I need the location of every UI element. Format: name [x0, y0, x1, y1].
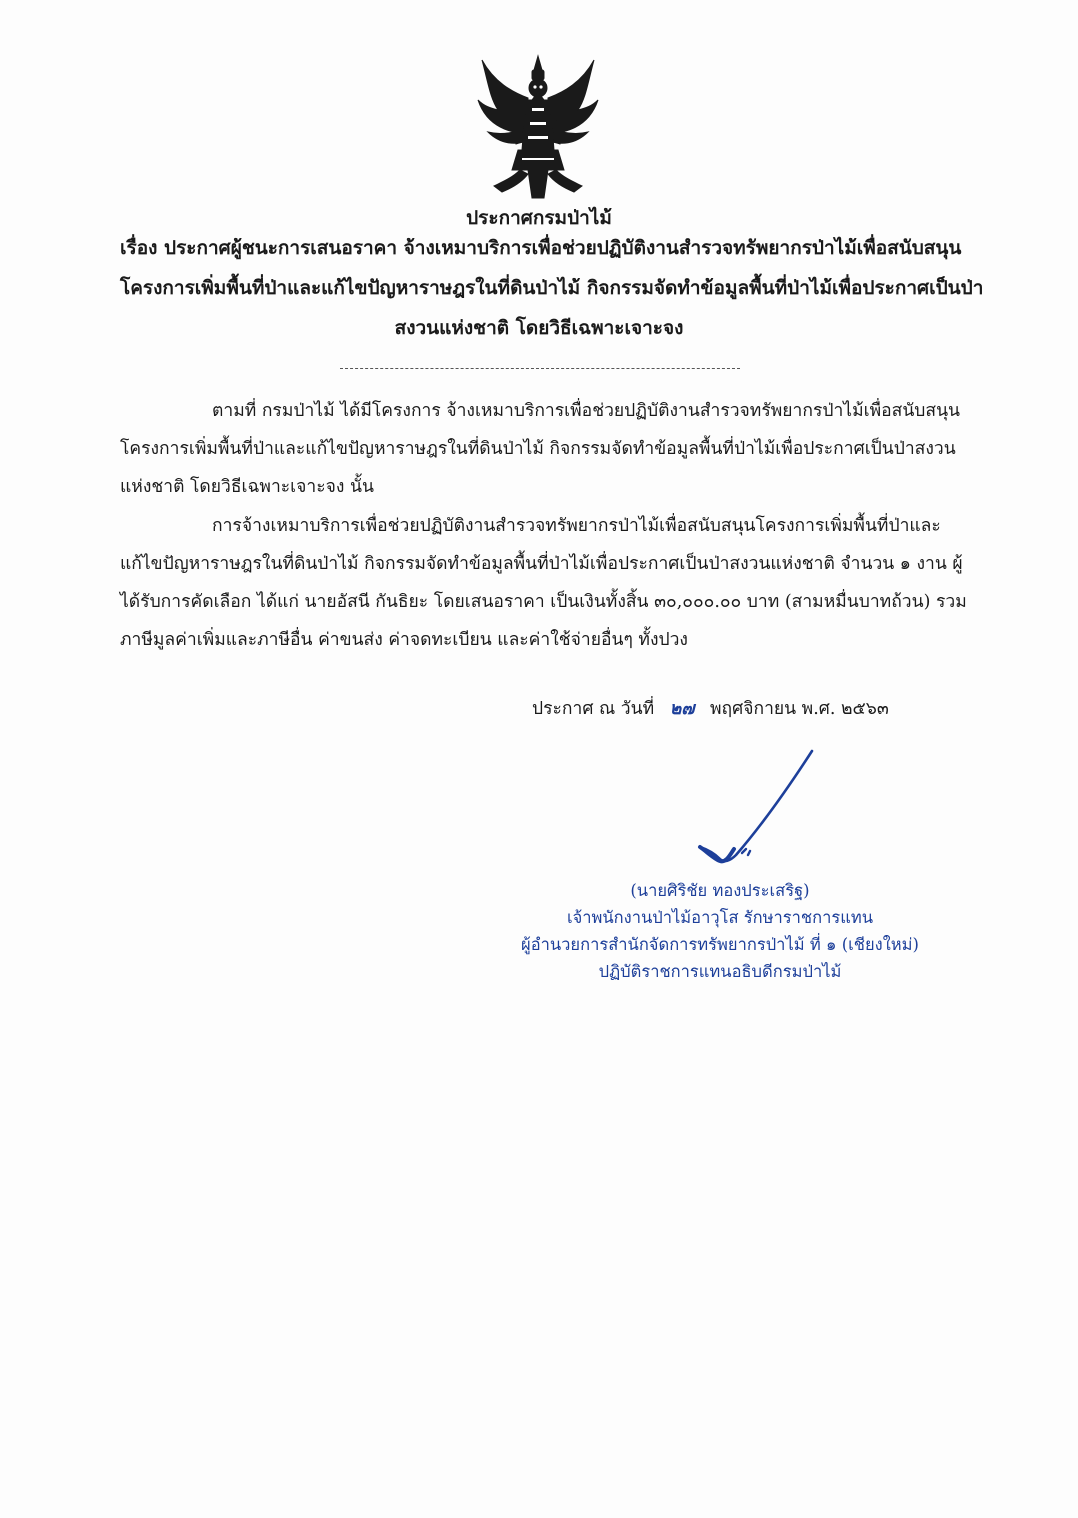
paragraph-intro — [120, 392, 960, 506]
paragraph-line: แห่งชาติ โดยวิธีเฉพาะเจาะจง นั้น — [120, 477, 374, 497]
handwritten-signature — [690, 745, 820, 870]
subject-line: เรื่อง ประกาศผู้ชนะการเสนอราคา จ้างเหมาบริการเพื่อช่วยปฏิบัติงานสำรวจทรัพยากรป่าไม้เพื่อสนับสนุน — [120, 237, 962, 259]
paragraph-line: การจ้างเหมาบริการเพื่อช่วยปฏิบัติงานสำรวจทรัพยากรป่าไม้เพื่อสนับสนุนโครงการเพิ่มพื้นที่ป่าและ — [212, 516, 941, 536]
date-prefix: ประกาศ ณ วันที่ — [532, 699, 655, 719]
subject-heading — [120, 228, 984, 348]
signer-title: ปฏิบัติราชการแทนอธิบดีกรมป่าไม้ — [598, 962, 842, 981]
signer-name: (นายศิริชัย ทองประเสริฐ) — [630, 881, 810, 900]
paragraph-line: ภาษีมูลค่าเพิ่มและภาษีอื่น ค่าขนส่ง ค่าจดทะเบียน และค่าใช้จ่ายอื่นๆ ทั้งปวง — [120, 630, 688, 650]
paragraph-line: ตามที่ กรมป่าไม้ ได้มีโครงการ จ้างเหมาบริการเพื่อช่วยปฏิบัติงานสำรวจทรัพยากรป่าไม้เพื่อสนับสนุน — [212, 401, 961, 421]
subject-line: โครงการเพิ่มพื้นที่ป่าและแก้ไขปัญหาราษฎรในที่ดินป่าไม้ กิจกรรมจัดทำข้อมูลพื้นที่ป่าไม้เพื่อประกาศเป็นป่า — [120, 277, 984, 299]
heading-divider — [340, 368, 740, 369]
subject-line: สงวนแห่งชาติ โดยวิธีเฉพาะเจาะจง — [394, 317, 684, 339]
paragraph-line: ได้รับการคัดเลือก ได้แก่ นายอัสนี กันธิยะ โดยเสนอราคา เป็นเงินทั้งสิ้น ๓๐,๐๐๐.๐๐ บาท (สามหมื่นบาทถ้วน) รวม — [120, 592, 967, 612]
garuda-emblem-icon — [472, 52, 604, 200]
signer-block — [520, 877, 920, 985]
issuer-heading: ประกาศกรมป่าไม้ — [466, 207, 612, 229]
announcement-date — [532, 690, 889, 728]
date-day: ๒๗ — [669, 699, 695, 719]
signer-title: ผู้อำนวยการสำนักจัดการทรัพยากรป่าไม้ ที่ ๑ (เชียงใหม่) — [521, 935, 919, 954]
paragraph-award — [120, 507, 967, 659]
paragraph-line: แก้ไขปัญหาราษฎรในที่ดินป่าไม้ กิจกรรมจัดทำข้อมูลพื้นที่ป่าไม้เพื่อประกาศเป็นป่าสงวนแห่งชาติ จำนวน ๑ งาน ผู้ — [120, 554, 963, 574]
signer-title: เจ้าพนักงานป่าไม้อาวุโส รักษาราชการแทน — [566, 908, 874, 927]
paragraph-line: โครงการเพิ่มพื้นที่ป่าและแก้ไขปัญหาราษฎรในที่ดินป่าไม้ กิจกรรมจัดทำข้อมูลพื้นที่ป่าไม้เพื่อประกาศเป็นป่าสงวน — [120, 439, 956, 459]
date-month-year: พฤศจิกายน พ.ศ. ๒๕๖๓ — [709, 699, 889, 719]
